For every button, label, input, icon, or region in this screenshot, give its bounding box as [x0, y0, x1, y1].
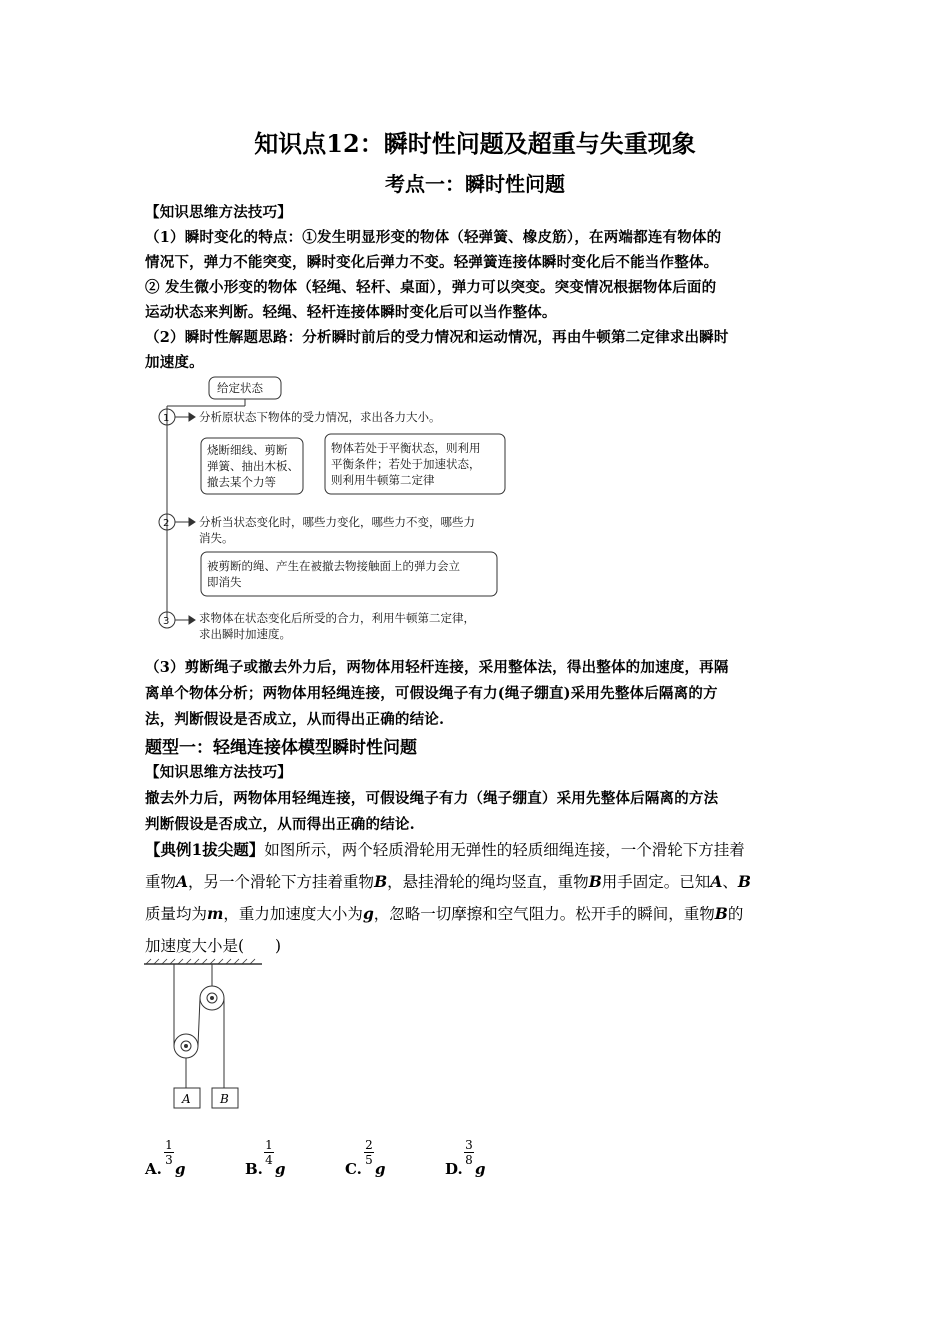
block-b-label: B [220, 1092, 229, 1106]
flow-box-right-line: 平衡条件；若处于加速状态， [331, 457, 481, 471]
block-a-label: A [182, 1092, 191, 1106]
paragraph-line: 加速度。 [145, 354, 204, 371]
pulley-diagram [142, 956, 272, 1116]
example-line: 【典例1拔尖题】如图所示，两个轻质滑轮用无弹性的轻质细绳连接，一个滑轮下方挂着 [145, 840, 745, 859]
step-number: 1 [163, 413, 170, 424]
section-tag: 【知识思维方法技巧】 [145, 764, 292, 781]
example-tag: 【典例1拔尖题】 [145, 840, 265, 859]
paragraph-line: 运动状态来判断。轻绳、轻杆连接体瞬时变化后可以当作整体。 [145, 304, 557, 321]
example-line: 质量均为m，重力加速度大小为g，忽略一切摩擦和空气阻力。松开手的瞬间，重物B的 [145, 904, 744, 923]
flow-box-left-line: 弹簧、抽出木板、 [207, 459, 299, 473]
type-heading: 题型一：轻绳连接体模型瞬时性问题 [145, 738, 417, 758]
step-number: 2 [163, 518, 170, 529]
example-line: 重物A，另一个滑轮下方挂着重物B，悬挂滑轮的绳均竖直，重物B用手固定。已知A、B [145, 872, 751, 891]
step-number: 3 [163, 616, 170, 627]
paragraph-line: （1）瞬时变化的特点：①发生明显形变的物体（轻弹簧、橡皮筋），在两端都连有物体的 [145, 229, 722, 246]
section-tag: 【知识思维方法技巧】 [145, 204, 292, 221]
flow-box-bottom-line: 即消失 [207, 575, 242, 589]
flow-step-2-line: 消失。 [199, 531, 234, 545]
flow-step-2-line: 分析当状态变化时，哪些力变化，哪些力不变，哪些力 [199, 515, 475, 529]
paragraph-line: 情况下，弹力不能突变，瞬时变化后弹力不变。轻弹簧连接体瞬时变化后不能当作整体。 [145, 254, 719, 271]
flow-step-3-line: 求物体在状态变化后所受的合力，利用牛顿第二定律， [199, 611, 475, 625]
flow-step-1: 分析原状态下物体的受力情况，求出各力大小。 [199, 410, 441, 424]
flow-box-left-line: 撤去某个力等 [207, 475, 276, 489]
paragraph-line: 离单个物体分析；两物体用轻绳连接，可假设绳子有力(绳子绷直)采用先整体后隔离的方 [145, 685, 718, 702]
flow-box-right-line: 则利用牛顿第二定律 [331, 473, 435, 487]
paragraph-line: 判断假设是否成立，从而得出正确的结论. [145, 816, 415, 833]
flow-step-3-line: 求出瞬时加速度。 [199, 627, 291, 641]
solution-flowchart [145, 372, 515, 647]
example-line: 加速度大小是( ) [145, 937, 282, 955]
page-subtitle: 考点一：瞬时性问题 [385, 172, 565, 196]
paragraph-line: ② 发生微小形变的物体（轻绳、轻杆、桌面），弹力可以突变。突变情况根据物体后面的 [145, 279, 717, 296]
paragraph-line: 法，判断假设是否成立，从而得出正确的结论. [145, 711, 445, 728]
paragraph-line: （3）剪断绳子或撤去外力后，两物体用轻杆连接，采用整体法，得出整体的加速度，再隔 [145, 659, 729, 676]
page-title: 知识点12：瞬时性问题及超重与失重现象 [254, 129, 696, 158]
flow-box-bottom-line: 被剪断的绳、产生在被撤去物接触面上的弹力会立 [207, 559, 460, 573]
flow-box-left-line: 烧断细线、剪断 [207, 443, 288, 457]
flow-start-label: 给定状态 [217, 381, 263, 395]
paragraph-line: 撤去外力后，两物体用轻绳连接，可假设绳子有力（绳子绷直）采用先整体后隔离的方法 [145, 790, 719, 807]
flow-box-right-line: 物体若处于平衡状态，则利用 [331, 441, 481, 455]
paragraph-line: （2）瞬时性解题思路：分析瞬时前后的受力情况和运动情况，再由牛顿第二定律求出瞬时 [145, 329, 729, 346]
answer-options: A. 1 3 g B. 1 4 g C. 2 5 g D. 3 8 g [145, 1138, 486, 1178]
